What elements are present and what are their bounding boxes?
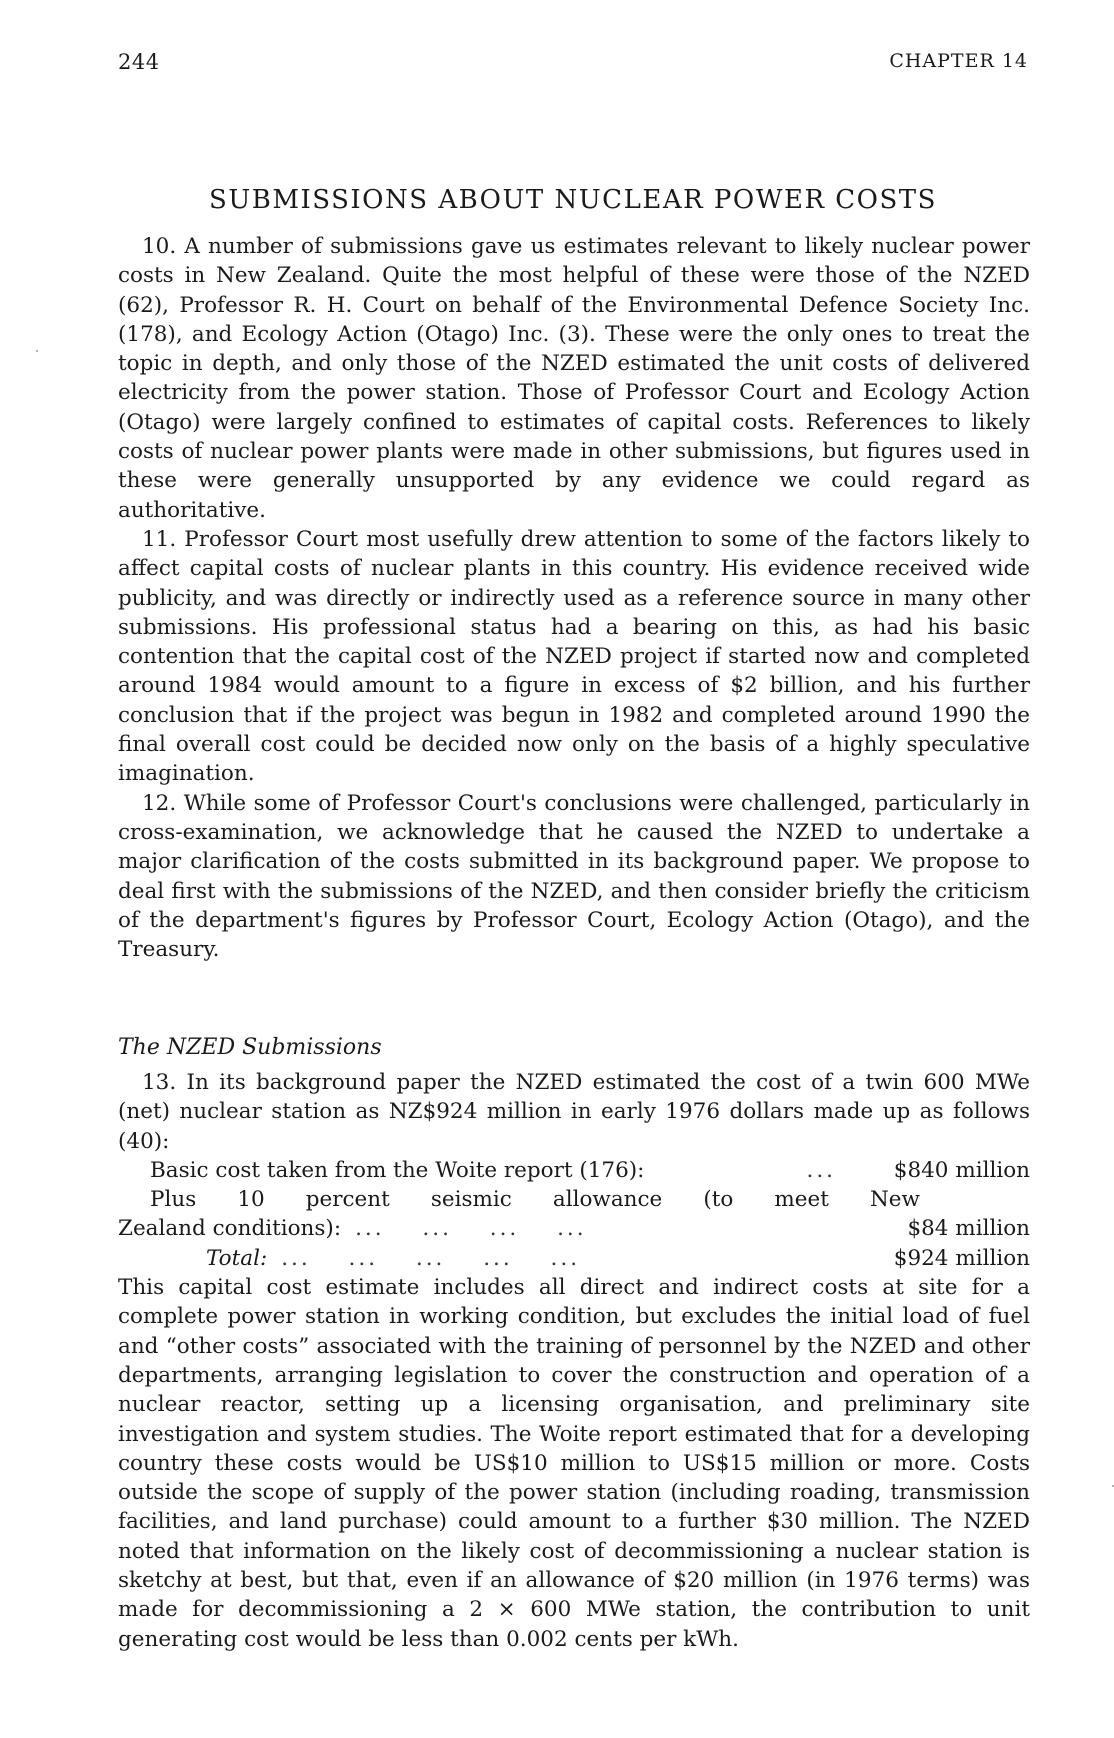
paragraph-13-continued: This capital cost estimate includes all direct and indirect costs at site for a complete power station in working condition, but excludes the initial load of fuel and “other costs” associated with the training of personnel by the NZED and other departments, arranging legislation to cover the construction and operation of a nuclear reactor, setting up a licensing organisation, and preliminary site investigation and system studies. The Woite report estimated that for a developing country these costs would be US$10 million to US$15 million or more. Costs outside the scope of supply of the power station (including roading, transmission facilities, and land purchase) could amount to a further $30 million. The NZED noted that information on the likely cost of decommissioning a nuclear station is sketchy at best, but that, even if an allowance of $20 million (in 1976 terms) was made for decommissioning a 2 × 600 MWe station, the contribution to unit generating cost would be less than 0.002 cents per kWh.	[118, 1275, 1030, 1652]
word: Plus	[150, 1187, 197, 1213]
leader-dots: ... ... ... ...	[355, 1216, 587, 1242]
word: allowance	[552, 1187, 663, 1213]
body-block-first	[118, 232, 1030, 964]
word: (to	[703, 1187, 734, 1213]
cost-row-seismic-cont	[118, 1214, 1030, 1243]
cost-row-seismic	[118, 1185, 1030, 1214]
cost-label-basic: Basic cost taken from the Woite report (176):	[150, 1157, 645, 1183]
margin-speck	[36, 350, 38, 352]
word: seismic	[430, 1187, 512, 1213]
section-title: SUBMISSIONS ABOUT NUCLEAR POWER COSTS	[209, 185, 937, 215]
leader-dots: ... ... ... ... ...	[281, 1245, 581, 1271]
cost-amount-total: $924 million	[893, 1245, 1030, 1271]
word: 10	[237, 1187, 265, 1213]
cost-label-seismic	[118, 1185, 920, 1214]
chapter-label: CHAPTER 14	[889, 50, 1028, 72]
running-head	[118, 50, 1028, 74]
cost-row-basic	[118, 1156, 1030, 1185]
cost-row-total	[118, 1244, 1030, 1273]
cost-label-total: Total:	[206, 1245, 268, 1271]
cost-amount-basic: $840 million	[893, 1157, 1030, 1183]
cost-amount-seismic: $84 million	[907, 1216, 1030, 1242]
paragraph-13-intro: 13. In its background paper the NZED estimated the cost of a twin 600 MWe (net) nuclear station as NZ$924 million in early 1976 dollars made up as follows (40):	[118, 1070, 1030, 1154]
cost-table	[118, 1156, 1030, 1273]
cost-label-seismic-cont: Zealand conditions):	[118, 1216, 342, 1242]
body-block-costs	[118, 1068, 1030, 1654]
leader-dots: ...	[806, 1157, 836, 1183]
paragraph-12: 12. While some of Professor Court's conclusions were challenged, particularly in cross-examination, we acknowledge that he caused the NZED to undertake a major clarification of the costs submitted in its background paper. We propose to deal first with the submissions of the NZED, and then consider briefly the criticism of the department's figures by Professor Court, Ecology Action (Otago), and the Treasury.	[118, 790, 1030, 963]
word: meet	[774, 1187, 829, 1213]
page-number: 244	[118, 50, 160, 74]
word: New	[869, 1187, 920, 1213]
paragraph-11: 11. Professor Court most usefully drew attention to some of the factors likely to affect capital costs of nuclear plants in this country. His evidence received wide publicity, and was directly or indirectly used as a reference source in many other submissions. His professional status had a bearing on this, as had his basic contention that the capital cost of the NZED project if started now and completed around 1984 would amount to a figure in excess of $2 billion, and his further conclusion that if the project was begun in 1982 and completed around 1990 the final overall cost could be decided now only on the basis of a highly speculative imagination.	[118, 526, 1030, 787]
subheading: The NZED Submissions	[118, 1035, 382, 1060]
paragraph-10: 10. A number of submissions gave us estimates relevant to likely nuclear power costs in New Zealand. Quite the most helpful of these were those of the NZED (62), Professor R. H. Court on behalf of the Environmental Defence Society Inc. (178), and Ecology Action (Otago) Inc. (3). These were the only ones to treat the topic in depth, and only those of the NZED estimated the unit costs of delivered electricity from the power station. Those of Professor Court and Ecology Action (Otago) were largely confined to estimates of capital costs. References to likely costs of nuclear power plants were made in other submissions, but figures used in these were generally unsupported by any evidence we could regard as authoritative.	[118, 234, 1030, 523]
word: percent	[305, 1187, 390, 1213]
